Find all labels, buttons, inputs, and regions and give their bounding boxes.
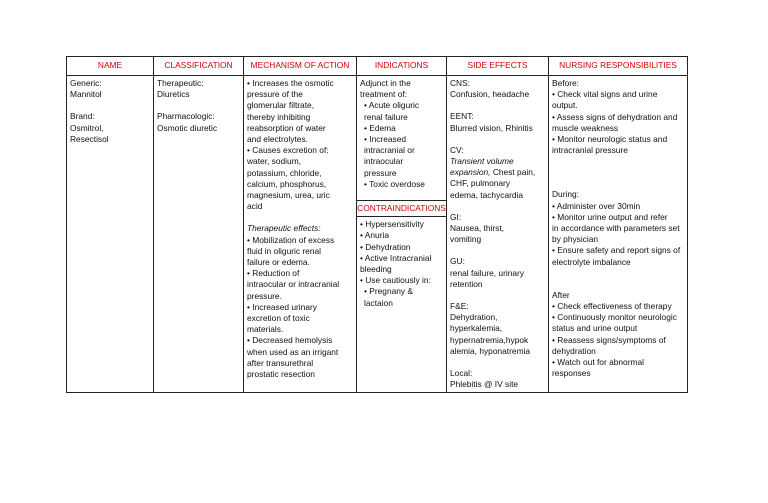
therapeutic-effect-item: after transurethral	[247, 357, 314, 368]
during-item: in accordance with parameters set	[552, 223, 680, 234]
indications-block	[357, 76, 446, 201]
mechanism-list	[247, 78, 353, 212]
indication-item: • Acute oliguric	[364, 100, 420, 111]
indication-item: intracranial or	[364, 145, 415, 156]
mechanism-item: • Increases the osmotic	[247, 78, 334, 88]
cv-text-italic: Transient volume	[450, 156, 514, 167]
generic-label: Generic:	[70, 78, 102, 88]
therapeutic-effect-item: • Reduction of	[247, 268, 300, 279]
generic-value: Mannitol	[70, 89, 102, 100]
contraindications-header: CONTRAINDICATIONS	[357, 201, 446, 217]
gi-text: vomiting	[450, 234, 482, 245]
indications-intro-line: treatment of:	[360, 89, 408, 100]
after-label: After	[552, 289, 570, 300]
mechanism-item: water, sodium,	[247, 156, 301, 167]
after-item: responses	[552, 368, 591, 379]
indications-intro	[360, 78, 443, 100]
during-item: by physician	[552, 234, 599, 245]
contraindications-sublist	[360, 286, 443, 308]
contraindication-item: • Dehydration	[360, 241, 411, 252]
pharmacologic-value: Osmotic diuretic	[157, 122, 218, 133]
gu-text: renal failure, urinary	[450, 267, 525, 278]
fe-label: F&E:	[450, 301, 469, 312]
during-list	[552, 201, 684, 268]
nursing-cell	[549, 76, 688, 393]
before-item: intracranial pressure	[552, 145, 628, 156]
after-item: • Check effectiveness of therapy	[552, 301, 672, 312]
indication-item: renal failure	[364, 111, 408, 122]
therapeutic-effect-item: prostatic resection	[247, 369, 315, 380]
cv-text: edema, tachycardia	[450, 189, 524, 200]
header-classification: CLASSIFICATION	[154, 57, 244, 76]
contraindication-subitem: • Pregnany &	[364, 286, 414, 297]
therapeutic-effect-item: excretion of toxic	[247, 313, 310, 324]
drug-study-table	[66, 56, 688, 393]
contraindication-item: • Anuria	[360, 230, 390, 241]
brand-value: Osmitrol,	[70, 122, 104, 133]
therapeutic-effect-item: pressure.	[247, 290, 282, 301]
contraindication-subitem: lactaion	[364, 297, 393, 308]
mechanism-cell	[244, 76, 357, 393]
mechanism-item: acid	[247, 201, 263, 212]
indication-item: intraocular	[364, 156, 404, 167]
indications-list	[360, 100, 443, 190]
before-label: Before:	[552, 78, 580, 88]
therapeutic-effects-list	[247, 235, 353, 381]
cns-text: Confusion, headache	[450, 89, 530, 100]
mechanism-item: pressure of the	[247, 89, 303, 100]
mechanism-item: potassium, chloride,	[247, 167, 322, 178]
therapeutic-effect-item: failure or edema.	[247, 257, 310, 268]
cv-text-italic: expansion,	[450, 167, 491, 178]
therapeutic-label: Therapeutic:	[157, 78, 204, 88]
mechanism-item: reabsorption of water	[247, 122, 326, 133]
after-item: • Watch out for abnormal	[552, 357, 644, 368]
mechanism-item: calcium, phosphorus,	[247, 178, 327, 189]
fe-text: alemia, hyponatremia	[450, 345, 531, 356]
eent-text: Blurred vision, Rhinitis	[450, 122, 533, 133]
before-item: • Monitor neurologic status and	[552, 134, 668, 145]
therapeutic-effect-item: • Mobilization of excess	[247, 234, 335, 245]
eent-label: EENT:	[450, 111, 474, 122]
cv-text: Chest pain,	[490, 167, 536, 178]
before-item: output.	[552, 100, 578, 111]
indication-item: • Edema	[364, 122, 396, 133]
therapeutic-effect-item: when used as an irrigant	[247, 346, 339, 357]
brand-label: Brand:	[70, 111, 95, 122]
gu-text: retention	[450, 278, 483, 289]
gi-label: GI:	[450, 211, 462, 222]
brand-value: Resectisol	[70, 133, 109, 144]
contraindication-item: • Hypersensitivity	[360, 219, 424, 230]
header-nursing: NURSING RESPONSIBILITIES	[549, 57, 688, 76]
therapeutic-effect-item: intraocular or intracranial	[247, 279, 340, 290]
after-list	[552, 301, 684, 379]
before-list	[552, 89, 684, 156]
after-item: status and urine output	[552, 323, 638, 334]
cns-label: CNS:	[450, 78, 471, 88]
therapeutic-effect-item: • Decreased hemolysis	[247, 335, 333, 346]
mechanism-item: thereby inhibiting	[247, 111, 311, 122]
during-item: • Ensure safety and report signs of	[552, 245, 681, 256]
contraindications-list	[360, 219, 443, 286]
indications-intro-line: Adjunct in the	[360, 78, 411, 88]
local-text: Phlebitis @ IV site	[450, 379, 519, 390]
contraindication-item: • Active Intracranial	[360, 252, 432, 263]
after-item: dehydration	[552, 345, 596, 356]
cv-label: CV:	[450, 144, 464, 155]
fe-text: hyperkalemia,	[450, 323, 503, 334]
during-item: • Administer over 30min	[552, 200, 641, 211]
fe-text: Dehydration,	[450, 312, 498, 323]
mechanism-item: magnesium, urea, uric	[247, 190, 330, 201]
therapeutic-effect-item: • Increased urinary	[247, 301, 317, 312]
during-item: electrolyte imbalance	[552, 256, 631, 267]
gi-text: Nausea, thirst,	[450, 223, 504, 234]
indication-item: • Toxic overdose	[364, 178, 425, 189]
before-item: • Check vital signs and urine	[552, 89, 658, 100]
gu-label: GU:	[450, 256, 465, 267]
classification-cell	[154, 76, 244, 393]
therapeutic-value: Diuretics	[157, 89, 190, 100]
cv-text: CHF, pulmonary	[450, 178, 511, 189]
during-label: During:	[552, 189, 579, 200]
content-row	[67, 76, 688, 393]
mechanism-item: and electrolytes.	[247, 134, 308, 145]
after-item: • Continuously monitor neurologic	[552, 312, 677, 323]
indications-cell	[357, 76, 447, 393]
therapeutic-effects-label: Therapeutic effects:	[247, 223, 321, 234]
side-effects-cell	[447, 76, 549, 393]
before-item: • Assess signs of dehydration and	[552, 111, 678, 122]
indication-item: pressure	[364, 167, 397, 178]
pharmacologic-label: Pharmacologic:	[157, 111, 215, 122]
mechanism-item: • Causes excretion of:	[247, 145, 329, 156]
header-indications: INDICATIONS	[357, 57, 447, 76]
contraindication-item: bleeding	[360, 264, 392, 275]
indication-item: • Increased	[364, 134, 407, 145]
before-item: muscle weakness	[552, 122, 619, 133]
mechanism-item: glomerular filtrate,	[247, 100, 315, 111]
header-row	[67, 57, 688, 76]
fe-text: hypernatremia,hypok	[450, 334, 529, 345]
header-mechanism: MECHANISM OF ACTION	[244, 57, 357, 76]
header-side-effects: SIDE EFFECTS	[447, 57, 549, 76]
therapeutic-effect-item: fluid in oliguric renal	[247, 245, 322, 256]
after-item: • Reassess signs/symptoms of	[552, 334, 666, 345]
local-label: Local:	[450, 368, 473, 379]
contraindications-block	[357, 217, 446, 311]
therapeutic-effect-item: materials.	[247, 324, 284, 335]
name-cell	[67, 76, 154, 393]
contraindication-item: • Use cautiously in:	[360, 275, 431, 286]
during-item: • Monitor urine output and refer	[552, 211, 668, 222]
header-name: NAME	[67, 57, 154, 76]
